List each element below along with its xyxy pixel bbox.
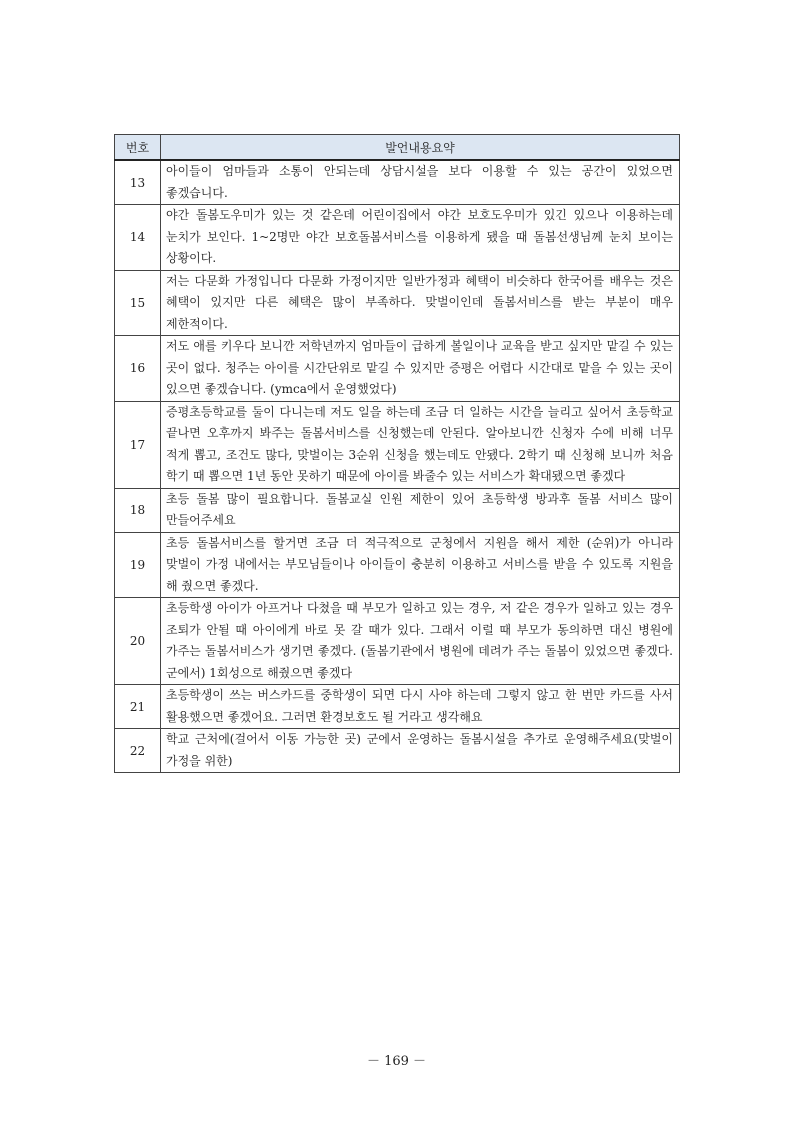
table-row: [115, 401, 680, 488]
row-summary: 초등학생 아이가 아프거나 다쳤을 때 부모가 일하고 있는 경우, 저 같은 경우가 일하고 있는 경우 조퇴가 안될 때 아이에게 바로 못 갈 때가 있다. 그래서 이럴 때 부모가 동의하면 대신 병원에 가주는 돌봄서비스가 생기면 좋겠다. (돌봄기관에서 병원에 데려가 주는 돌봄이 있었으면 좋겠다. 군에서) 1회성으로 해줬으면 좋겠다: [161, 598, 680, 685]
row-summary: 학교 근처에(걸어서 이동 가능한 곳) 군에서 운영하는 돌봄시설을 추가로 운영해주세요(맞벌이 가정을 위한): [161, 729, 680, 773]
row-number: 20: [115, 598, 161, 685]
table-row: [115, 532, 680, 598]
row-summary: 초등학생이 쓰는 버스카드를 중학생이 되면 다시 사야 하는데 그렇지 않고 한 번만 카드를 사서 활용했으면 좋겠어요. 그러면 환경보호도 될 거라고 생각해요: [161, 685, 680, 729]
opinion-summary-table: [114, 134, 680, 773]
table-row: [115, 270, 680, 336]
number-column-header: 번호: [115, 135, 161, 161]
table-row: [115, 488, 680, 532]
table-row: [115, 205, 680, 271]
summary-column-header: 발언내용요약: [161, 135, 680, 161]
row-number: 14: [115, 205, 161, 271]
row-summary: 저는 다문화 가정입니다 다문화 가정이지만 일반가정과 혜택이 비슷하다 한국어를 배우는 것은 혜택이 있지만 다른 혜택은 많이 부족하다. 맞벌이인데 돌봄서비스를 받는 부분이 매우 제한적이다.: [161, 270, 680, 336]
page-number: － 169 －: [366, 1054, 427, 1069]
table-row: [115, 336, 680, 402]
row-number: 21: [115, 685, 161, 729]
row-number: 16: [115, 336, 161, 402]
row-number: 22: [115, 729, 161, 773]
table-header-row: [115, 135, 680, 161]
row-number: 15: [115, 270, 161, 336]
table-row: [115, 160, 680, 205]
row-summary: 초등 돌봄 많이 필요합니다. 돌봄교실 인원 제한이 있어 초등학생 방과후 돌봄 서비스 많이 만들어주세요: [161, 488, 680, 532]
row-summary: 야간 돌봄도우미가 있는 것 같은데 어린이집에서 야간 보호도우미가 있긴 있으나 이용하는데 눈치가 보인다. 1~2명만 야간 보호돌봄서비스를 이용하게 됐을 때 돌봄선생님께 눈치 보이는 상황이다.: [161, 205, 680, 271]
table-header: [115, 135, 680, 161]
row-number: 19: [115, 532, 161, 598]
table-body: [115, 160, 680, 773]
table-row: [115, 685, 680, 729]
row-number: 13: [115, 160, 161, 205]
row-summary: 초등 돌봄서비스를 할거면 조금 더 적극적으로 군청에서 지원을 해서 제한 (순위)가 아니라 맞벌이 가정 내에서는 부모님들이나 아이들이 충분히 이용하고 서비스를 받을 수 있도록 지원을 해 줬으면 좋겠다.: [161, 532, 680, 598]
table-row: [115, 598, 680, 685]
row-number: 17: [115, 401, 161, 488]
row-summary: 아이들이 엄마들과 소통이 안되는데 상담시설을 보다 이용할 수 있는 공간이 있었으면 좋겠습니다.: [161, 160, 680, 205]
row-summary: 증평초등학교를 둘이 다니는데 저도 일을 하는데 조금 더 일하는 시간을 늘리고 싶어서 초등학교 끝나면 오후까지 봐주는 돌봄서비스를 신청했는데 안된다. 알아보니깐 신청자 수에 비해 너무 적게 뽑고, 조건도 많다, 맞벌이는 3순위 신청을 했는데도 안됐다. 2학기 때 신청해 보니까 처음 학기 때 뽑으면 1년 동안 못하기 때문에 아이를 봐줄수 있는 서비스가 확대됐으면 좋겠다: [161, 401, 680, 488]
row-number: 18: [115, 488, 161, 532]
table-row: [115, 729, 680, 773]
row-summary: 저도 애를 키우다 보니깐 저학년까지 엄마들이 급하게 볼일이나 교육을 받고 싶지만 맡길 수 있는 곳이 없다. 청주는 아이를 시간단위로 맡길 수 있지만 증평은 어렵다 시간대로 맡을 수 있는 곳이 있으면 좋겠습니다. (ymca에서 운영했었다): [161, 336, 680, 402]
